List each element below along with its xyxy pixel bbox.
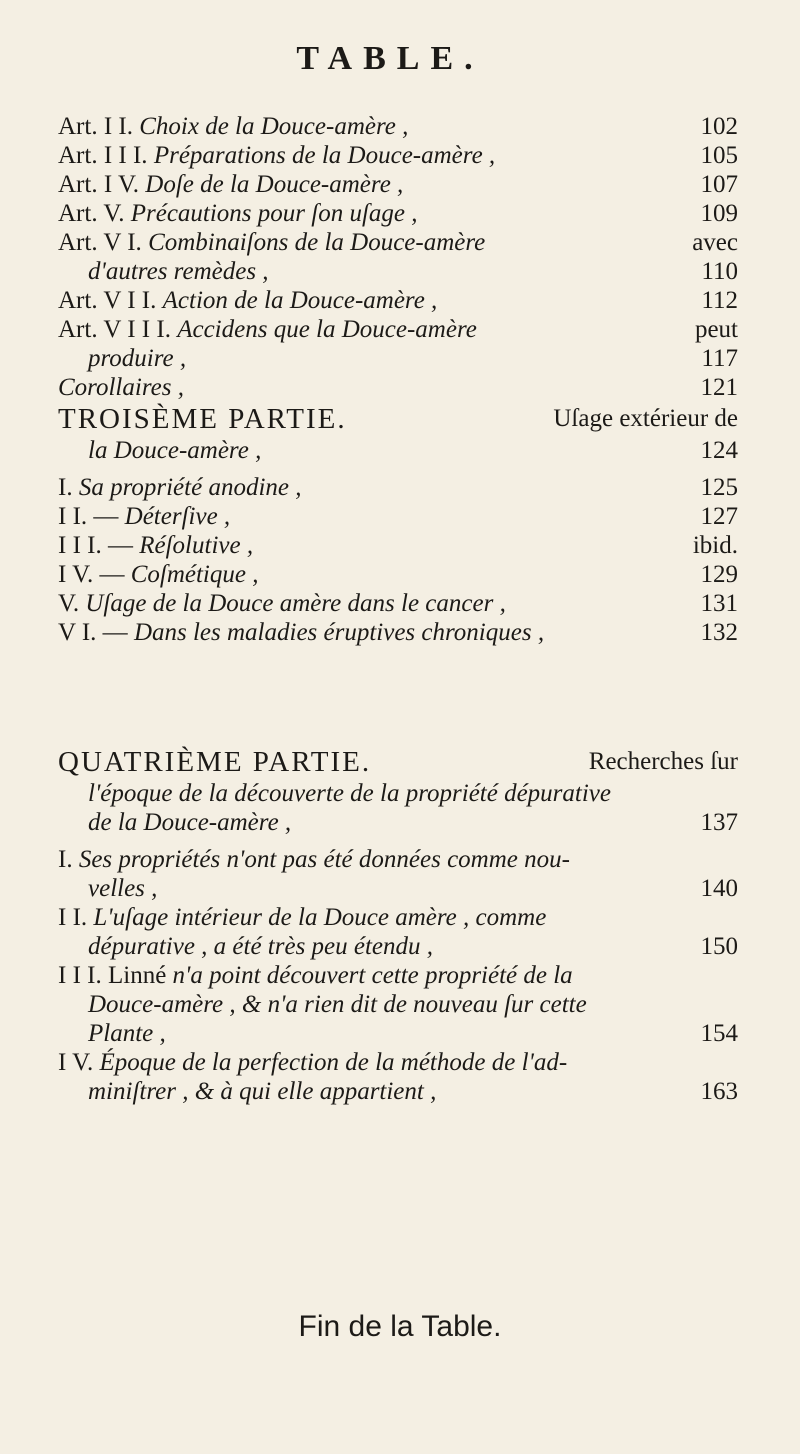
toc-entry: V. Uſage de la Douce amère dans le cancer , 131 bbox=[58, 590, 738, 617]
toc-entry: Art. V I. Combinaiſons de la Douce-amère avec bbox=[58, 229, 738, 256]
part-four bbox=[58, 745, 738, 1106]
page-number: 117 bbox=[701, 345, 738, 372]
page-number: 125 bbox=[700, 474, 738, 501]
toc-entry: Art. V I I. Action de la Douce-amère , 112 bbox=[58, 287, 738, 314]
page-number: 163 bbox=[700, 1078, 738, 1105]
toc-entry-continuation: Plante , 154 bbox=[88, 1020, 738, 1047]
toc-entry: Art. V. Précautions pour ſon uſage , 109 bbox=[58, 200, 738, 227]
page-number: 129 bbox=[700, 561, 738, 588]
page-number: ibid. bbox=[692, 532, 738, 559]
toc-entry: I V. — Coſmétique , 129 bbox=[58, 561, 738, 588]
page-number: 121 bbox=[700, 374, 738, 401]
toc-entry: Art. I I I. Préparations de la Douce-amère , 105 bbox=[58, 142, 738, 169]
toc-entry-continuation: velles , 140 bbox=[88, 875, 738, 902]
page-number: 150 bbox=[700, 933, 738, 960]
toc-entry: Art. I I. Choix de la Douce-amère , 102 bbox=[58, 113, 738, 140]
page-number: 107 bbox=[700, 171, 738, 198]
toc-entry-continuation: Douce-amère , & n'a rien dit de nouveau ſur cette bbox=[88, 991, 587, 1018]
toc-entry: I I I. Linné n'a point découvert cette propriété de la bbox=[58, 962, 573, 989]
page-number: 124 bbox=[700, 437, 738, 464]
part-heading-continuation: la Douce-amère , 124 bbox=[88, 437, 738, 464]
toc-entry: V I. — Dans les maladies éruptives chroniques , 132 bbox=[58, 619, 738, 646]
page-title: TABLE. bbox=[296, 40, 484, 77]
page-number: 140 bbox=[700, 875, 738, 902]
part-heading-continuation: de la Douce-amère , 137 bbox=[88, 809, 738, 836]
toc-entry-continuation: d'autres remèdes , 110 bbox=[88, 258, 738, 285]
toc-entry: I I. — Déterſive , 127 bbox=[58, 503, 738, 530]
part-heading: QUATRIÈME PARTIE. Recherches ſur bbox=[58, 746, 738, 778]
page-number: 154 bbox=[700, 1020, 738, 1047]
page-number: 112 bbox=[701, 287, 738, 314]
page-number: 105 bbox=[700, 142, 738, 169]
toc-entry: I. Sa propriété anodine , 125 bbox=[58, 474, 738, 501]
toc-entry: I I. L'uſage intérieur de la Douce amère , comme bbox=[58, 904, 547, 931]
articles-list bbox=[58, 112, 738, 402]
toc-entry-continuation: dépurative , a été très peu étendu , 150 bbox=[88, 933, 738, 960]
toc-entry: Corollaires , 121 bbox=[58, 374, 738, 401]
toc-entry: I. Ses propriétés n'ont pas été données comme nou- bbox=[58, 846, 570, 873]
end-of-table: Fin de la Table. bbox=[298, 1310, 502, 1343]
toc-entry-continuation: produire , 117 bbox=[88, 345, 738, 372]
page-number: 127 bbox=[700, 503, 738, 530]
page-number: 131 bbox=[700, 590, 738, 617]
part-heading: TROISÈME PARTIE. Uſage extérieur de bbox=[58, 403, 738, 435]
page-number: 109 bbox=[700, 200, 738, 227]
toc-entry-continuation: miniſtrer , & à qui elle appartient , 163 bbox=[88, 1078, 738, 1105]
page-number: 137 bbox=[700, 809, 738, 836]
toc-entry: I V. Époque de la perfection de la méthode de l'ad- bbox=[58, 1049, 568, 1076]
part-heading-continuation: l'époque de la découverte de la propriété dépurative bbox=[88, 780, 611, 807]
part-three bbox=[58, 402, 738, 647]
page-number: 102 bbox=[700, 113, 738, 140]
toc-entry: I I I. — Réſolutive , ibid. bbox=[58, 532, 738, 559]
page-number: 110 bbox=[701, 258, 738, 285]
toc-entry: Art. V I I I. Accidens que la Douce-amère peut bbox=[58, 316, 738, 343]
page-number: 132 bbox=[700, 619, 738, 646]
toc-entry: Art. I V. Doſe de la Douce-amère , 107 bbox=[58, 171, 738, 198]
